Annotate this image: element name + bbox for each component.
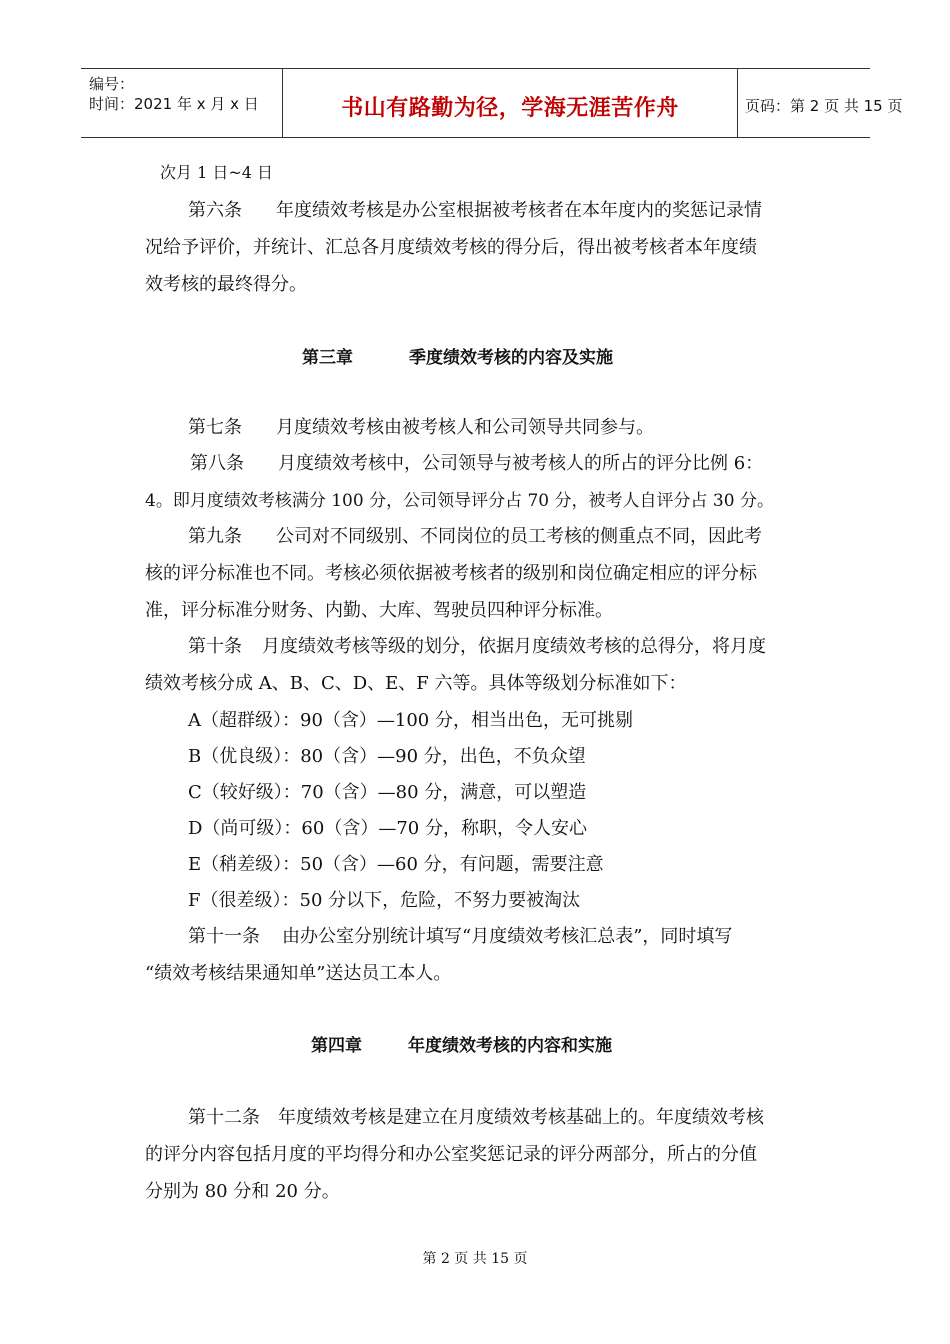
motto: 书山有路勤为径，学海无涯苦作舟 — [341, 96, 679, 121]
grade-f: F（很差级）：50 分以下，危险，不努力要被淘汰 — [188, 890, 581, 911]
article-8-line-1 — [190, 449, 763, 475]
article-9-line-3: 准，评分标准分财务、内勤、大库、驾驶员四种评分标准。 — [145, 600, 613, 621]
article-number: 第九条 — [188, 526, 242, 547]
chapter-number: 第三章 — [302, 348, 353, 368]
page-header — [81, 68, 903, 138]
header-meta-cell — [81, 69, 282, 137]
article-text: 由办公室分别统计填写“月度绩效考核汇总表”，同时填写 — [282, 926, 733, 947]
article-6-line-2: 况给予评价，并统计、汇总各月度绩效考核的得分后，得出被考核者本年度绩 — [145, 237, 757, 258]
article-text: 年度绩效考核是办公室根据被考核者在本年度内的奖惩记录情 — [276, 200, 762, 221]
page-footer: 第 2 页 共 15 页 — [422, 1251, 528, 1267]
article-11-line-1 — [188, 922, 732, 948]
header-page-info: 页码：第 2 页 共 15 页 — [745, 97, 903, 115]
article-10-line-1 — [188, 632, 766, 658]
article-text: 年度绩效考核是建立在月度绩效考核基础上的。年度绩效考核 — [278, 1107, 764, 1128]
grade-a: A（超群级）：90（含）—100 分，相当出色，无可挑剔 — [188, 710, 633, 731]
article-number: 第七条 — [188, 417, 242, 438]
paragraph-line: 次月 1 日~4 日 — [160, 163, 274, 182]
header-motto-cell — [282, 69, 738, 137]
article-number: 第十一条 — [188, 926, 260, 947]
article-number: 第十条 — [188, 636, 242, 657]
time-label: 时间：2021 年 x 月 x 日 — [89, 95, 259, 113]
article-number: 第十二条 — [188, 1107, 260, 1128]
article-number: 第八条 — [190, 453, 244, 474]
chapter-number: 第四章 — [311, 1036, 362, 1056]
chapter-title: 年度绩效考核的内容和实施 — [408, 1036, 612, 1056]
article-10-line-2: 绩效考核分成 A、B、C、D、E、F 六等。具体等级划分标准如下： — [145, 673, 687, 694]
article-9-line-2: 核的评分标准也不同。考核必须依据被考核者的级别和岗位确定相应的评分标 — [145, 563, 757, 584]
article-6-line-3: 效考核的最终得分。 — [145, 274, 307, 295]
article-text: 月度绩效考核中，公司领导与被考核人的所占的评分比例 6： — [278, 453, 764, 474]
chapter-4-heading — [311, 1031, 612, 1056]
grade-c: C（较好级）：70（含）—80 分，满意，可以塑造 — [188, 782, 587, 803]
article-6-line-1 — [188, 196, 762, 222]
article-number: 第六条 — [188, 200, 242, 221]
article-9-line-1 — [188, 522, 762, 548]
header-page-cell — [737, 69, 903, 137]
grade-d: D（尚可级）：60（含）—70 分，称职，令人安心 — [188, 818, 587, 839]
article-12-line-1 — [188, 1103, 764, 1129]
article-text: 月度绩效考核由被考核人和公司领导共同参与。 — [276, 417, 654, 438]
article-text: 公司对不同级别、不同岗位的员工考核的侧重点不同，因此考 — [276, 526, 762, 547]
article-text: 月度绩效考核等级的划分，依据月度绩效考核的总得分，将月度 — [262, 636, 766, 657]
grade-b: B（优良级）：80（含）—90 分，出色，不负众望 — [188, 746, 586, 767]
article-12-line-2: 的评分内容包括月度的平均得分和办公室奖惩记录的评分两部分，所占的分值 — [145, 1144, 757, 1165]
grade-e: E（稍差级）：50（含）—60 分，有问题，需要注意 — [188, 854, 604, 875]
chapter-3-heading — [302, 343, 613, 368]
article-11-line-2: “绩效考核结果通知单”送达员工本人。 — [145, 963, 452, 984]
article-12-line-3: 分别为 80 分和 20 分。 — [145, 1181, 340, 1202]
article-8-line-2: 4。即月度绩效考核满分 100 分，公司领导评分占 70 分，被考人自评分占 30 分。 — [145, 491, 774, 511]
number-label: 编号： — [89, 75, 135, 93]
chapter-title: 季度绩效考核的内容及实施 — [409, 348, 613, 368]
article-7-line-1 — [188, 413, 654, 439]
